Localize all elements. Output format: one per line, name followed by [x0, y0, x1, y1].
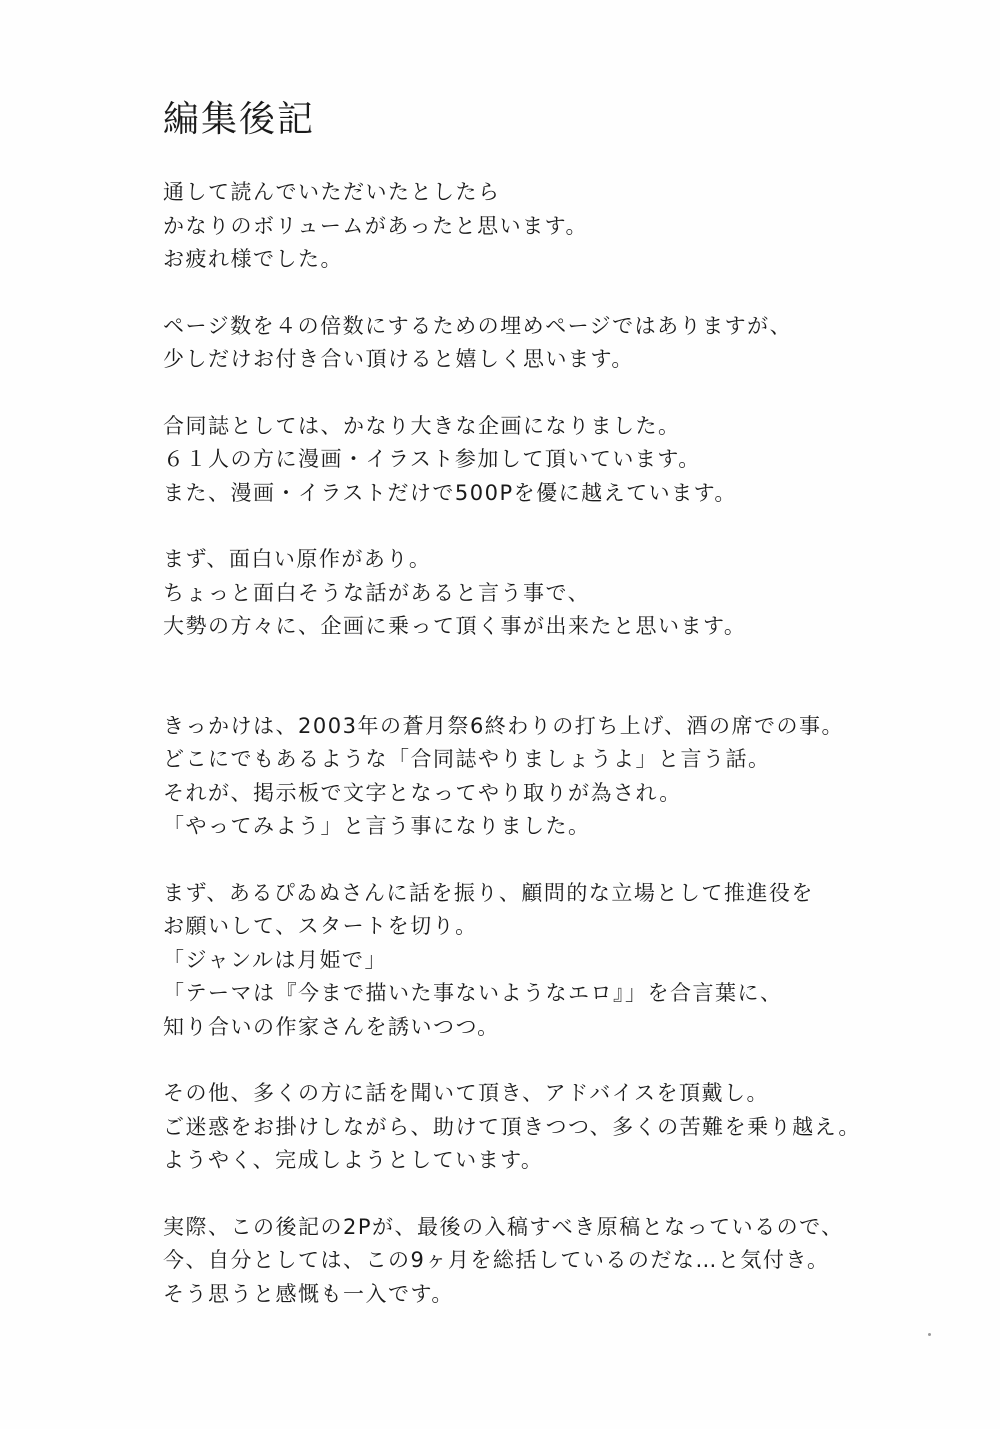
- text-line: お願いして、スタートを切り。: [163, 914, 478, 938]
- text-line: 少しだけお付き合い頂けると嬉しく思います。: [163, 347, 634, 371]
- paragraph-spacer: [163, 377, 863, 410]
- paragraph-5: [163, 710, 863, 844]
- text-line: まず、面白い原作があり。: [163, 547, 432, 571]
- paragraph-3: [163, 410, 863, 511]
- text-line: それが、掲示板で文字となってやり取りが為され。: [163, 780, 682, 805]
- text-line: 通して読んでいただいたとしたら: [163, 180, 501, 204]
- paragraph-7: [163, 1077, 863, 1178]
- text-line: ご迷惑をお掛けしながら、助けて頂きつつ、多くの苦難を乗り越え。: [163, 1114, 861, 1139]
- text-line: 「やってみよう」と言う事になりました。: [163, 814, 591, 838]
- paragraph-spacer: [163, 510, 863, 543]
- text-line: 合同誌としては、かなり大きな企画になりました。: [163, 413, 681, 438]
- text-line: 「テーマは『今まで描いた事ないようなエロ』」を合言葉に、: [163, 981, 783, 1005]
- page-title: 編集後記: [163, 99, 316, 140]
- text-line: きっかけは、2003年の蒼月祭6終わりの打ち上げ、酒の席での事。: [163, 713, 844, 738]
- paper-speck: [928, 1333, 931, 1336]
- paragraph-spacer: [163, 844, 863, 877]
- paragraph-8: [163, 1211, 863, 1312]
- text-line: ページ数を４の倍数にするための埋めページではありますが、: [163, 313, 793, 338]
- paragraph-1: [163, 176, 863, 277]
- paragraph-4: [163, 543, 863, 644]
- text-line: 大勢の方々に、企画に乗って頂く事が出来たと思います。: [163, 614, 747, 638]
- paragraph-spacer: [163, 277, 863, 310]
- text-line: ６１人の方に漫画・イラスト参加して頂いています。: [163, 447, 701, 471]
- text-line: ちょっと面白そうな話があると言う事で、: [163, 580, 591, 605]
- text-line: かなりのボリュームがあったと思います。: [163, 213, 588, 238]
- section-spacer: [163, 644, 863, 710]
- text-line: お疲れ様でした。: [163, 247, 343, 271]
- text-line: また、漫画・イラストだけで500Pを優に越えています。: [163, 480, 737, 505]
- paragraph-2: [163, 310, 863, 377]
- text-line: ようやく、完成しようとしています。: [163, 1148, 544, 1172]
- text-line: 実際、この後記の2Pが、最後の入稿すべき原稿となっているので、: [163, 1214, 844, 1239]
- text-line: まず、あるぴゐぬさんに話を振り、顧問的な立場として推進役を: [163, 880, 814, 905]
- text-line: その他、多くの方に話を聞いて頂き、アドバイスを頂戴し。: [163, 1081, 770, 1105]
- text-line: 「ジャンルは月姫で」: [163, 947, 388, 972]
- afterword-body: [163, 176, 863, 1311]
- text-line: どこにでもあるような「合同誌やりましょうよ」と言う話。: [163, 747, 771, 771]
- text-line: 今、自分としては、この9ヶ月を総括しているのだな…と気付き。: [163, 1248, 830, 1272]
- paragraph-6: [163, 877, 863, 1045]
- text-line: 知り合いの作家さんを誘いつつ。: [163, 1014, 500, 1039]
- text-line: そう思うと感慨も一入です。: [163, 1281, 454, 1306]
- paragraph-spacer: [163, 1178, 863, 1211]
- paragraph-spacer: [163, 1044, 863, 1077]
